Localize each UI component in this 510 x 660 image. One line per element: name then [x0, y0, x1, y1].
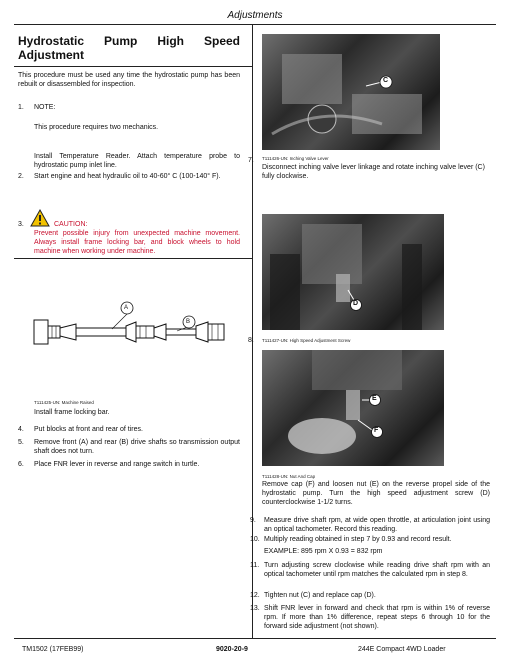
figure1-caption: T111425-UN: Machine Raised — [34, 400, 94, 405]
example-text: EXAMPLE: 895 rpm X 0.93 = 832 rpm — [264, 548, 383, 555]
step-7-text: Disconnect inching valve lever linkage and rotate inching valve lever (C) fully clockwise. — [262, 164, 485, 180]
step-7-number: 7. — [248, 157, 254, 164]
page-title-line2: Adjustment — [18, 48, 84, 62]
footer-manual-id: TM1502 (17FEB99) — [22, 646, 84, 653]
step-13-text: Shift FNR lever in forward and check that rpm is within 1% of reverse rpm. If more than 1% difference, repeat steps 6 through 10 for the forward side adjustment (not shown). — [264, 605, 490, 630]
step-1-number: 1. — [18, 104, 24, 111]
step-10-text: Multiply reading obtained in step 7 by 0.93 and record result. — [264, 536, 452, 543]
step-9-number: 9. — [250, 517, 256, 524]
step-3-number: 3. — [18, 221, 24, 228]
column-divider — [252, 24, 253, 638]
step-6-text: Place FNR lever in reverse and range switch in turtle. — [34, 461, 200, 468]
footer-product-name: 244E Compact 4WD Loader — [358, 646, 446, 653]
step-10-number: 10. — [250, 536, 260, 543]
adjustment-screw-photo — [262, 214, 444, 330]
photo2-caption: T111427-UN: High Speed Adjustment Screw — [262, 338, 351, 343]
footer-page-number: 9020-20-9 — [216, 646, 248, 653]
step-2-number: 2. — [18, 173, 24, 180]
step-9-text: Measure drive shaft rpm, at wide open throttle, at articulation joint using an optical tachometer. Record this reading. — [264, 517, 490, 533]
photo1-caption: T111426-UN: Inching Valve Lever — [262, 156, 329, 161]
inching-valve-photo — [262, 34, 440, 150]
section-header: Adjustments — [227, 10, 283, 21]
header-rule — [14, 24, 496, 25]
photo3-caption: T111428-UN: Nut And Cap — [262, 474, 316, 479]
nut-and-cap-photo — [262, 350, 444, 466]
step-5-text: Remove front (A) and rear (B) drive shafts so transmission output shaft does not turn. — [34, 439, 240, 455]
step-11-number: 11. — [250, 562, 260, 569]
callout-c: C — [383, 77, 389, 84]
caution-label: CAUTION: — [54, 221, 88, 228]
intro-text: This procedure must be used any time the hydrostatic pump has been rebuilt or disassembled for inspection. — [18, 72, 240, 88]
drive-shaft-figure — [32, 296, 232, 366]
callout-f: F — [374, 427, 379, 434]
install-temperature-text: Install Temperature Reader. Attach temperature probe to hydrostatic pump inlet line. — [34, 153, 240, 169]
title-rule — [14, 66, 252, 67]
callout-d: D — [353, 300, 359, 307]
page-title-line1: Hydrostatic Pump High Speed — [18, 34, 240, 48]
step-12-text: Tighten nut (C) and replace cap (D). — [264, 592, 376, 599]
callout-a: A — [124, 305, 129, 311]
step-12-number: 12. — [250, 592, 260, 599]
step-11-text: Turn adjusting screw clockwise while reading drive shaft rpm with an optical tachometer until rpm matches the calculated rpm in step 8. — [264, 562, 490, 578]
step-8-number: 8. — [248, 337, 254, 344]
note-text: This procedure requires two mechanics. — [34, 124, 159, 131]
step-4-number: 4. — [18, 426, 24, 433]
install-frame-bar-text: Install frame locking bar. — [34, 409, 110, 416]
warning-icon — [30, 209, 50, 227]
caution-text: Prevent possible injury from unexpected machine movement. Always install frame locking bar, and block wheels to hold machine when working under machine. — [34, 230, 240, 255]
note-label: NOTE: — [34, 104, 56, 111]
step-6-number: 6. — [18, 461, 24, 468]
callout-e: E — [372, 395, 377, 402]
step-8-text: Remove cap (F) and loosen nut (E) on the reverse propel side of the hydrostatic pump. Turn the high speed adjustment screw (D) counterclockwise 1-1/2 turns. — [262, 481, 490, 506]
caution-rule — [14, 258, 252, 259]
step-2-text: Start engine and heat hydraulic oil to 40-60° C (100-140° F). — [34, 173, 221, 180]
step-5-number: 5. — [18, 439, 24, 446]
step-4-text: Put blocks at front and rear of tires. — [34, 426, 143, 433]
footer-rule — [14, 638, 496, 639]
step-13-number: 13. — [250, 605, 260, 612]
callout-b: B — [186, 319, 191, 325]
